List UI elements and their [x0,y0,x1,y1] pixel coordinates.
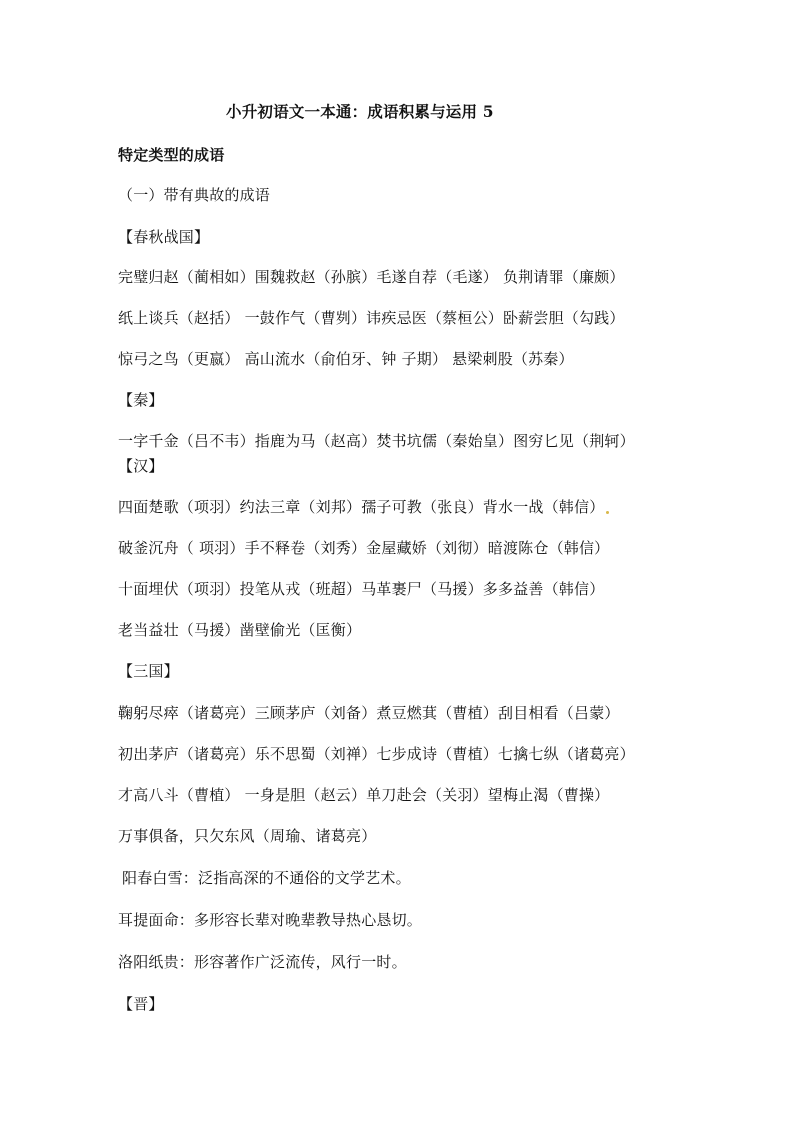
idiom-line: 一字千金（吕不韦）指鹿为马（赵高）焚书坑儒（秦始皇）图穷匕见（荆轲） [118,432,635,450]
era-label-qin: 【秦】 [118,391,164,409]
idiom-line: 万事俱备，只欠东风（周瑜、诸葛亮） [118,827,377,845]
idiom-definition: 洛阳纸贵：形容著作广泛流传，风行一时。 [118,953,407,971]
idiom-line: 鞠躬尽瘁（诸葛亮）三顾茅庐（刘备）煮豆燃萁（曹植）刮目相看（吕蒙） [118,704,620,722]
idiom-line: 惊弓之鸟（更嬴） 高山流水（俞伯牙、钟 子期） 悬梁刺股（苏秦） [118,350,574,368]
idiom-line: 纸上谈兵（赵括） 一鼓作气（曹刿）讳疾忌医（蔡桓公）卧薪尝胆（勾践） [118,309,625,327]
era-label-jin: 【晋】 [118,995,164,1013]
page-title: 小升初语文一本通：成语积累与运用 5 [226,102,494,121]
section-heading: 特定类型的成语 [118,146,225,164]
idiom-definition: 阳春白雪：泛指高深的不通俗的文学艺术。 [122,869,411,887]
idiom-line: 十面埋伏（项羽）投笔从戎（班超）马革裹尸（马援）多多益善（韩信） [118,580,605,598]
idiom-line: 完璧归赵（蔺相如）围魏救赵（孙膑）毛遂自荐（毛遂） 负荆请罪（廉颇） [118,268,625,286]
era-label-chunqiu: 【春秋战国】 [118,228,210,246]
idiom-line: 初出茅庐（诸葛亮）乐不思蜀（刘禅）七步成诗（曹植）七擒七纵（诸葛亮） [118,745,635,763]
idiom-line: 老当益壮（马援）凿壁偷光（匡衡） [118,621,362,639]
idiom-line: 四面楚歌（项羽）约法三章（刘邦）孺子可教（张良）背水一战（韩信） [118,497,609,517]
idiom-line: 才高八斗（曹植） 一身是胆（赵云）单刀赴会（关羽）望梅止渴（曹操） [118,786,610,804]
era-label-sanguo: 【三国】 [118,662,179,680]
subheading: （一）带有典故的成语 [118,186,271,204]
stray-mark [606,511,609,514]
idiom-line: 破釜沉舟（ 项羽）手不释卷（刘秀）金屋藏娇（刘彻）暗渡陈仓（韩信） [118,539,610,557]
era-label-han: 【汉】 [118,457,164,475]
idiom-definition: 耳提面命：多形容长辈对晚辈教导热心恳切。 [118,911,423,929]
